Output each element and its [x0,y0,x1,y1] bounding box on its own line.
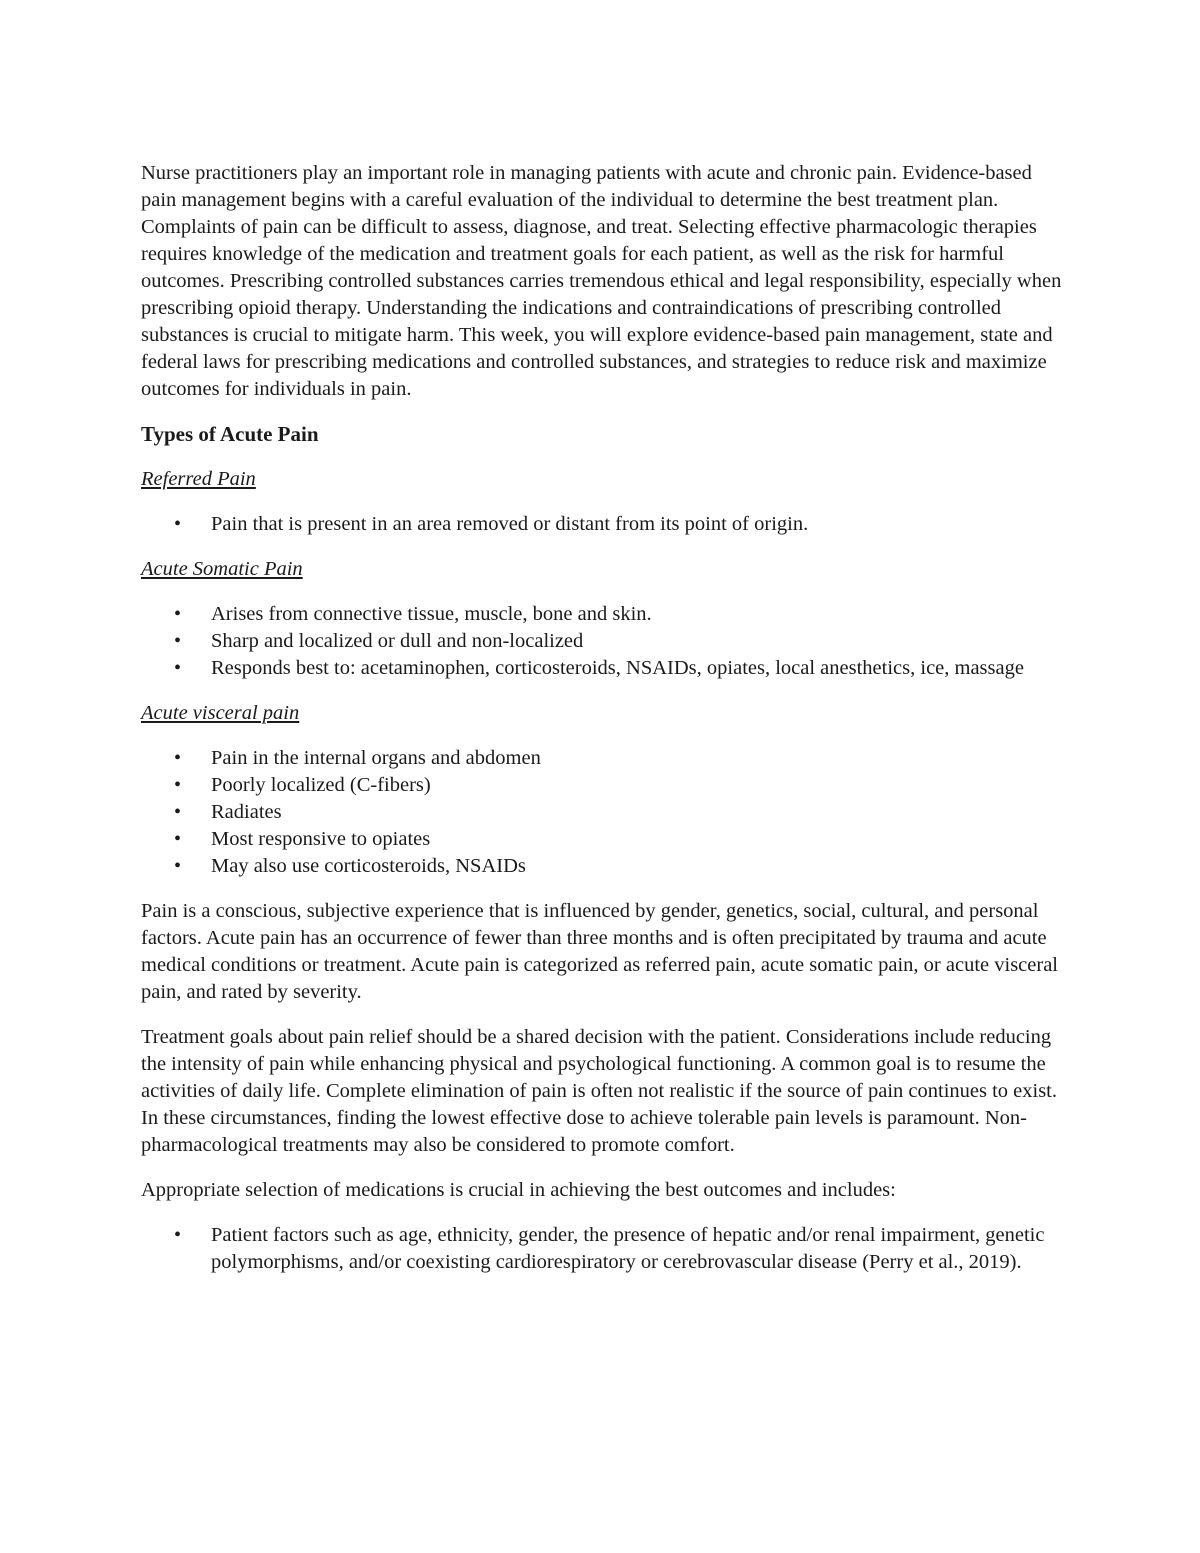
bullet-icon: • [174,747,182,769]
bullet-icon: • [174,801,182,823]
acute-somatic-pain-list [141,601,1071,682]
pain-definition-paragraph: Pain is a conscious, subjective experience that is influenced by gender, genetics, social, cultural, and personal factors. Acute pain has an occurrence of fewer than three months and is often precipitated by trauma and acute medical conditions or treatment. Acute pain is categorized as referred pain, acute somatic pain, or acute visceral pain, and rated by severity. [141,900,1058,1003]
list-item: • Responds best to: acetaminophen, corticosteroids, NSAIDs, opiates, local anesthetics, ice, massage [141,655,1071,682]
bullet-icon: • [174,513,182,535]
list-item: • Sharp and localized or dull and non-localized [141,628,1071,655]
list-item: • Arises from connective tissue, muscle, bone and skin. [141,601,1071,628]
acute-visceral-pain-list [141,745,1071,880]
bullet-icon: • [174,630,182,652]
section-heading: Types of Acute Pain [141,422,319,446]
list-item: • Most responsive to opiates [141,826,1071,853]
subheading-acute-somatic-pain: Acute Somatic Pain [141,558,303,580]
medication-selection-list [141,1222,1071,1276]
subheading-acute-visceral-pain: Acute visceral pain [141,702,300,724]
list-item: • Poorly localized (C-fibers) [141,772,1071,799]
bullet-icon: • [174,1224,182,1246]
intro-paragraph: Nurse practitioners play an important role in managing patients with acute and chronic pain. Evidence-based pain management begins with a careful evaluation of the individual to determine the best treatment plan. Complaints of pain can be difficult to assess, diagnose, and treat. Selecting effective pharmacologic therapies requires knowledge of the medication and treatment goals for each patient, as well as the risk for harmful outcomes. Prescribing controlled substances carries tremendous ethical and legal responsibility, especially when prescribing opioid therapy. Understanding the indications and contraindications of prescribing controlled substances is crucial to mitigate harm. This week, you will explore evidence-based pain management, state and federal laws for prescribing medications and controlled substances, and strategies to reduce risk and maximize outcomes for individuals in pain. [141,162,1062,400]
bullet-icon: • [174,603,182,625]
medication-selection-paragraph: Appropriate selection of medications is crucial in achieving the best outcomes and includes: [141,1179,896,1201]
bullet-icon: • [174,855,182,877]
bullet-icon: • [174,828,182,850]
document-page [141,160,1071,1294]
list-item: • May also use corticosteroids, NSAIDs [141,853,1071,880]
list-item: • Pain in the internal organs and abdomen [141,745,1071,772]
bullet-icon: • [174,774,182,796]
list-item: • Pain that is present in an area removed or distant from its point of origin. [141,511,1071,538]
treatment-goals-paragraph: Treatment goals about pain relief should be a shared decision with the patient. Considerations include reducing the intensity of pain while enhancing physical and psychological functioning. A common goal is to resume the activities of daily life. Complete elimination of pain is often not realistic if the source of pain continues to exist. In these circumstances, finding the lowest effective dose to achieve tolerable pain levels is paramount. Non-pharmacological treatments may also be considered to promote comfort. [141,1026,1058,1156]
bullet-icon: • [174,657,182,679]
list-item: • Patient factors such as age, ethnicity, gender, the presence of hepatic and/or renal impairment, genetic polymorphisms, and/or coexisting cardiorespiratory or cerebrovascular disease (Perry et al., 2019). [174,1224,1045,1273]
list-item: • Radiates [141,799,1071,826]
subheading-referred-pain: Referred Pain [141,468,256,490]
referred-pain-list [141,511,1071,538]
